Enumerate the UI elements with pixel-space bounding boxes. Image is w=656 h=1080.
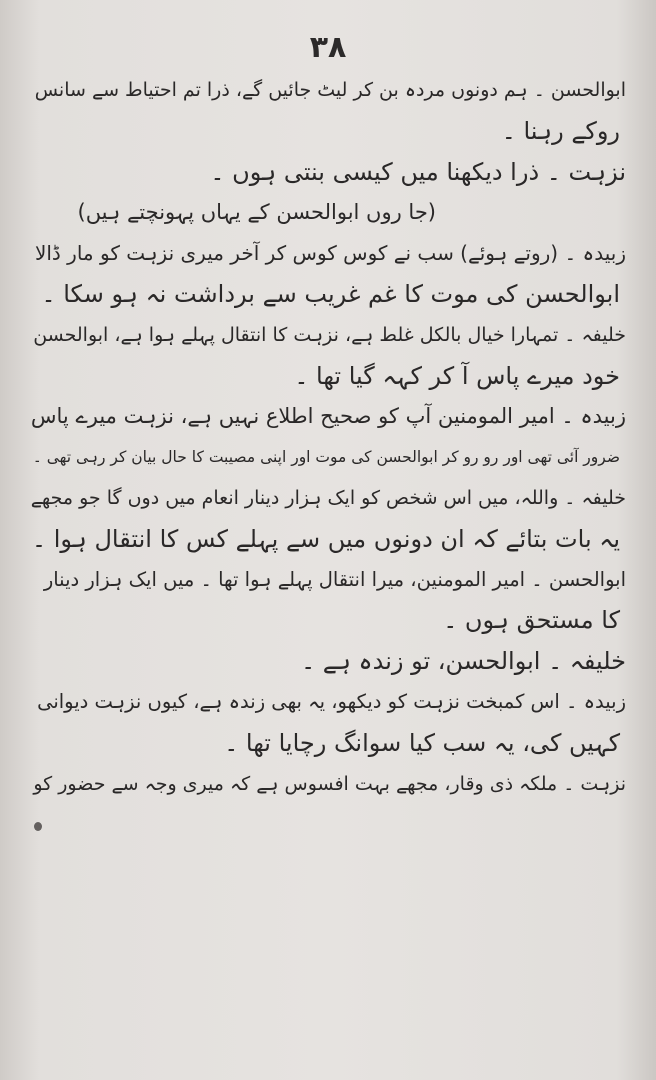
text-line: ضرور آئی تھی اور رو رو کر ابوالحسن کی موت اور اپنی مصیبت کا حال بیان کر رہی تھی ۔ (32, 448, 620, 467)
ink-speck (34, 822, 42, 831)
stage-direction: (جا روں ابوالحسن کے یہاں پہونچتے ہیں) (77, 200, 436, 225)
text-line: خلیفہ ۔ واللہ، میں اس شخص کو ایک ہزار دینار انعام میں دوں گا جو مجھے (30, 486, 626, 509)
page-number: ۳۸ (309, 30, 347, 65)
text-line: خلیفہ ۔ تمہارا خیال بالکل غلط ہے، نزہت کا انتقال پہلے ہوا ہے، ابوالحسن (33, 323, 626, 346)
text-line: روکے رہنا ۔ (501, 116, 620, 145)
text-line: ابوالحسن ۔ ہم دونوں مردہ بن کر لیٹ جائیں گے، ذرا تم احتیاط سے سانس (34, 79, 626, 101)
text-line: زبیدہ ۔ اس کمبخت نزہت کو دیکھو، یہ بھی زندہ ہے، کیوں نزہت دیوانی (37, 689, 626, 713)
text-line: کہیں کی، یہ سب کیا سوانگ رچایا تھا ۔ (224, 728, 620, 757)
text-line: خلیفہ ۔ ابوالحسن، تو زندہ ہے ۔ (301, 647, 626, 676)
text-line: نزہت ۔ ذرا دیکھنا میں کیسی بنتی ہوں ۔ (210, 157, 626, 186)
text-line: زبیدہ ۔ امیر المومنین آپ کو صحیح اطلاع نہیں ہے، نزہت میرے پاس (30, 404, 626, 429)
page-text (30, 70, 626, 804)
text-line: نزہت ۔ ملکہ ذی وقار، مجھے بہت افسوس ہے کہ میری وجہ سے حضور کو (33, 772, 626, 795)
text-line: ابوالحسن کی موت کا غم غریب سے برداشت نہ ہو سکا ۔ (41, 279, 620, 308)
text-line: ابوالحسن ۔ امیر المومنین، میرا انتقال پہلے ہوا تھا ۔ میں ایک ہزار دینار (43, 567, 626, 591)
text-line: یہ بات بتائے کہ ان دونوں میں سے پہلے کس کا انتقال ہوا ۔ (32, 524, 620, 553)
text-line: خود میرے پاس آ کر کہہ گیا تھا ۔ (294, 361, 620, 390)
text-line: کا مستحق ہوں ۔ (443, 606, 620, 635)
text-line: زبیدہ ۔ (روتے ہوئے) سب نے کوس کوس کر آخر میری نزہت کو مار ڈالا (34, 241, 626, 266)
